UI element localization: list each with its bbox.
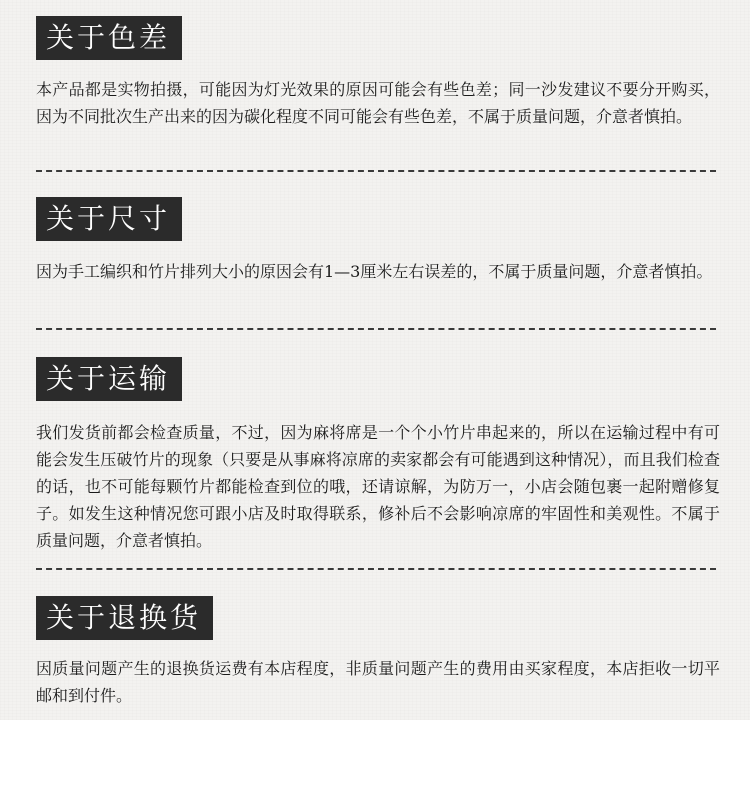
section-heading: 关于运输 [36,357,182,401]
section-heading: 关于退换货 [36,596,213,640]
section-heading: 关于尺寸 [36,197,182,241]
dashed-divider [36,328,716,330]
section-heading: 关于色差 [36,16,182,60]
section-body: 因为手工编织和竹片排列大小的原因会有1—3厘米左右误差的，不属于质量问题，介意者慎拍。 [36,262,713,281]
dashed-divider [36,568,716,570]
section-body: 因质量问题产生的退换货运费有本店程度，非质量问题产生的费用由买家程度，本店拒收一切平邮和到付件。 [36,659,720,705]
dashed-divider [36,170,716,172]
section-body: 本产品都是实物拍摄，可能因为灯光效果的原因可能会有些色差；同一沙发建议不要分开购买，因为不同批次生产出来的因为碳化程度不同可能会有些色差，不属于质量问题，介意者慎拍。 [36,80,720,126]
section-body: 我们发货前都会检查质量，不过，因为麻将席是一个个小竹片串起来的，所以在运输过程中有可能会发生压破竹片的现象（只要是从事麻将凉席的卖家都会有可能遇到这种情况），而且我们检查的话，也不可能每颗竹片都能检查到位的哦，还请谅解，为防万一，小店会随包裹一起附赠修复子。如发生这种情况您可跟小店及时取得联系，修补后不会影响凉席的牢固性和美观性。不属于质量问题，介意者慎拍。 [36,423,720,550]
